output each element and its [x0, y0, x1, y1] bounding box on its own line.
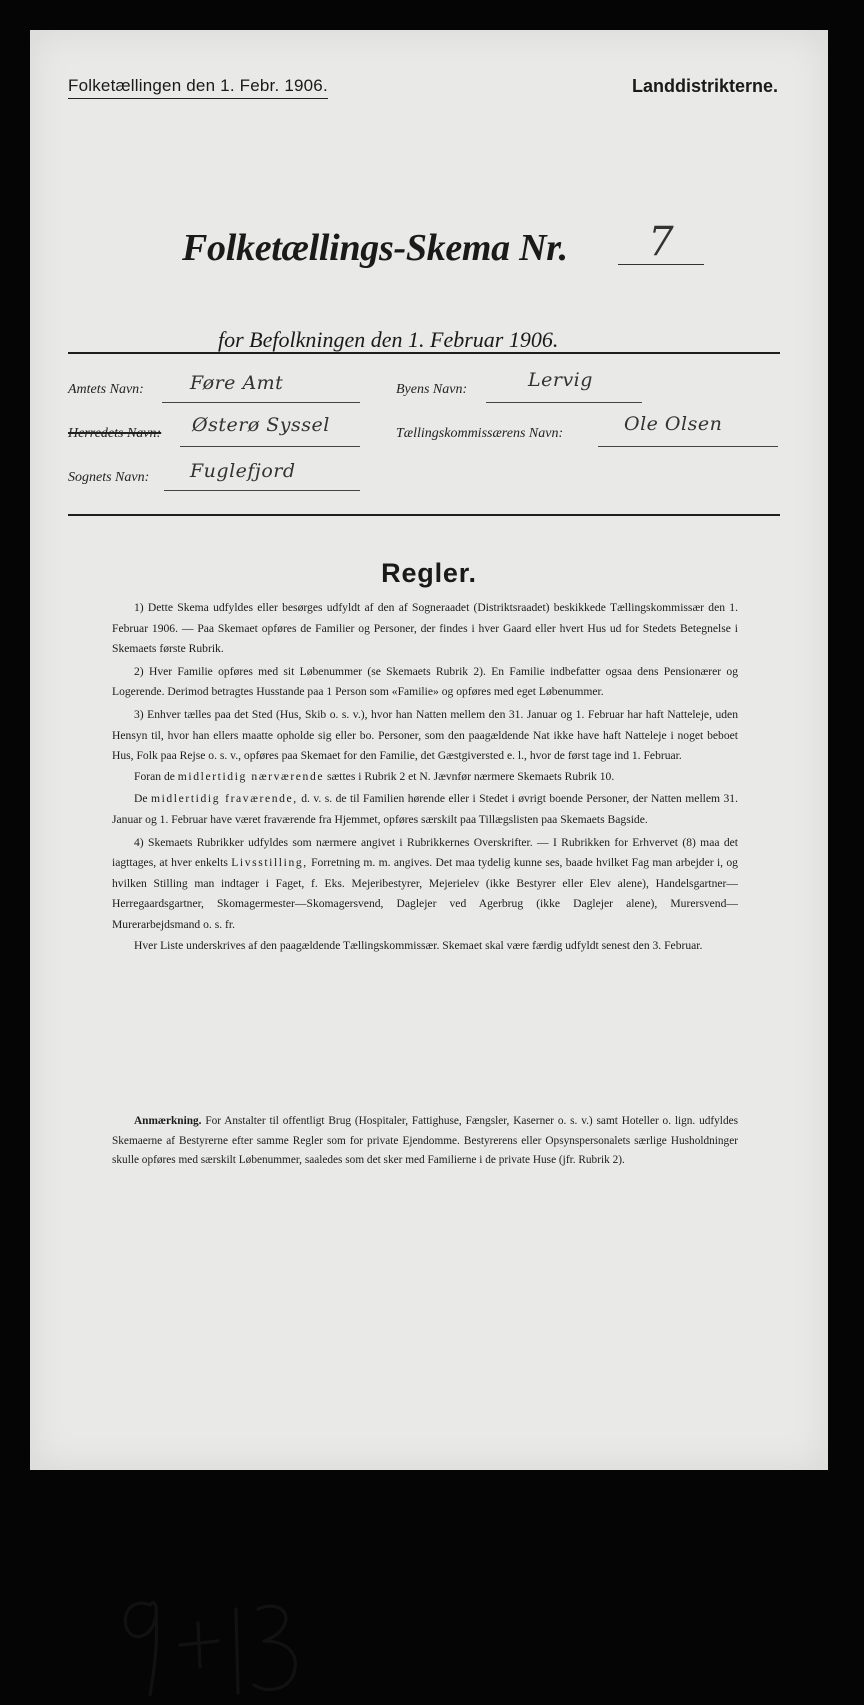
rule-3-temporary-absent-post: d. v. s. de til Familien hørende eller i Stedet i øvrigt boende Personer, der Natten mellem 31. Januar og 1. Februar have været fraværende fra Hjemmet, opføres særskilt paa Tillægslisten paa Skemaets Bagside.: [112, 792, 738, 826]
annotation-paragraph: [112, 1112, 738, 1171]
rule-signature: Hver Liste underskrives af den paagældende Tællingskommissær. Skemaet skal være færdig udfyldt senest den 3. Februar.: [134, 938, 703, 952]
census-date-header: Folketællingen den 1. Febr. 1906.: [68, 76, 328, 99]
kommissaer-label: Tællingskommissærens Navn:: [396, 426, 564, 441]
rule-1: 1) Dette Skema udfyldes eller besørges udfyldt af den af Sogneraadet (Distriktsraadet) beskikkede Tællingskommissær den 1. Februar 1906. — Paa Skemaet opføres de Familier og Personer, der findes i hver Gaard eller hvert Hus ud for Stedets Betegnelse i Skemaets første Rubrik.: [112, 601, 738, 656]
rules-heading: Regler.: [381, 558, 477, 588]
sogn-label: Sognets Navn:: [68, 470, 150, 485]
herred-value: Østerø Syssel: [192, 414, 330, 436]
district-type-header: Landdistrikterne.: [631, 76, 778, 96]
handwritten-total-mark: [110, 1575, 330, 1705]
census-form-page: [30, 30, 828, 1470]
form-number: 7: [618, 220, 704, 265]
form-subtitle: for Befolkningen den 1. Februar 1906.: [218, 327, 559, 352]
by-value: Lervig: [528, 369, 593, 391]
annotation-text: For Anstalter til offentligt Brug (Hospitaler, Fattighuse, Fængsler, Kaserner o. s. v.) samt Hoteller o. lign. udfyldes Skemaerne af Bestyrerne efter samme Regler som for private Ejendomme. Bestyrerens eller Opsynspersonalets særlige Husholdninger skulle opføres med særskilt Løbenummer, saaledes som det sker med Familierne i de private Huse (jfr. Rubrik 2).: [112, 1115, 738, 1167]
rule-3-temporary-absent: [112, 789, 738, 830]
rule-3-temporary-present: [112, 767, 738, 788]
amt-label: Amtets Navn:: [68, 382, 144, 397]
rule-3-temporary-present-pre: Foran de: [134, 769, 175, 783]
annotation-block: [112, 1112, 738, 1171]
top-divider: [68, 352, 780, 354]
bottom-divider: [68, 514, 780, 516]
herred-label: Herredets Navn:: [68, 426, 162, 441]
form-title: Folketællings-Skema Nr.: [182, 227, 568, 269]
rule-3-temporary-absent-pre: De: [134, 792, 148, 806]
by-label: Byens Navn:: [396, 382, 468, 397]
rule-4-post: Forretning m. m. angives. Det maa tydelig kunne ses, baade hvilket Fag man arbejder i, og hvilken Stilling man indtager i Faget, f. Eks. Mejeribestyrer, Mejerielev (ikke Bestyrer eller Elev alene), Handelsgartner—Herregaardsgartner, Skomagermester—Skomagersvend, Daglejer ved Agerbrug (ikke Daglejer alene), Murersvend—Murerarbejdsmand o. s. fr.: [112, 856, 738, 931]
rule-3-temporary-present-term: midlertidig nærværende: [177, 769, 325, 783]
kommissaer-value: Ole Olsen: [624, 413, 723, 435]
rule-3: 3) Enhver tælles paa det Sted (Hus, Skib o. s. v.), hvor han Natten mellem den 31. Januar og 1. Februar har haft Natteleje, uden Hensyn til, hvor han ellers maatte opholde sig eller bo. Personer, som den paagældende Nat ikke have haft Natteleje i noget beboet Hus, Folk paa Rejse o. s. v., opføres paa Skemaet for den Familie, det Gæstgiversted e. l., hvor de først tage ind 1. Februar.: [112, 707, 738, 763]
rule-3-temporary-absent-term: midlertidig fraværende,: [150, 792, 298, 806]
rules-body: [112, 598, 738, 956]
rule-4: [112, 833, 738, 936]
rule-4-term: Livsstilling,: [231, 856, 308, 870]
amt-value: Føre Amt: [190, 372, 284, 394]
sogn-value: Fuglefjord: [190, 460, 296, 482]
annotation-label: Anmærkning.: [134, 1115, 202, 1127]
rule-2: 2) Hver Familie opføres med sit Løbenummer (se Skemaets Rubrik 2). En Familie indbefatter ogsaa dens Pensionærer og Logerende. Derimod betragtes Husstande paa 1 Person som «Familie» og opføres med eget Løbenummer.: [112, 664, 738, 699]
rule-3-temporary-present-post: sættes i Rubrik 2 et N. Jævnfør nærmere Skemaets Rubrik 10.: [327, 769, 615, 783]
rule-4-pre: 4) Skemaets Rubrikker udfyldes som nærmere angivet i Rubrikkernes Overskrifter. — I Rubrikken for Erhvervet (8) maa det iagttages, at hver enkelts: [112, 835, 738, 870]
